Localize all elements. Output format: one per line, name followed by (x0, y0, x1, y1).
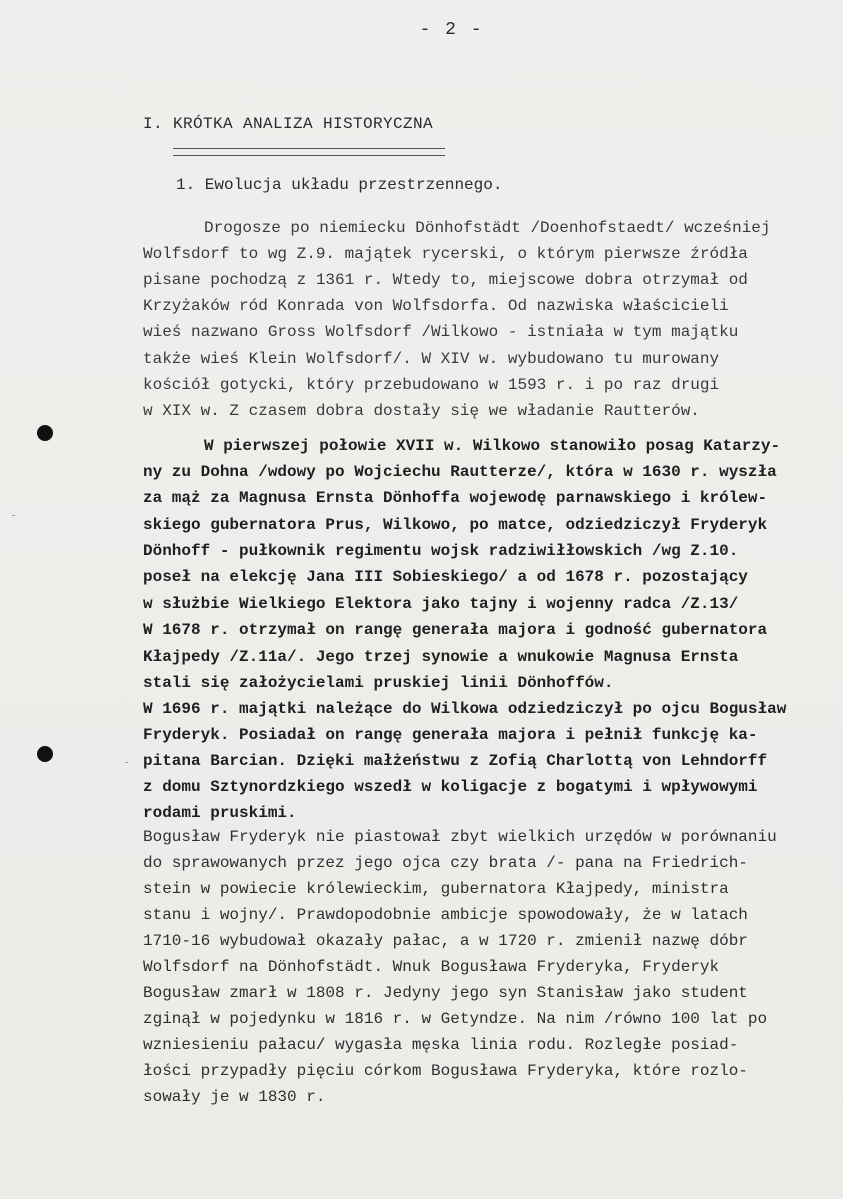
paragraph-1-line: wieś nazwano Gross Wolfsdorf /Wilkowo - istniała w tym majątku (143, 323, 739, 341)
paragraph-4-line: stein w powiecie królewieckim, gubernatora Kłajpedy, ministra (143, 880, 729, 898)
paragraph-4-line: sowały je w 1830 r. (143, 1088, 326, 1106)
paragraph-4-line: Wolfsdorf na Dönhofstädt. Wnuk Bogusława Fryderyka, Fryderyk (143, 958, 720, 976)
paragraph-1-line: Wolfsdorf to wg Z.9. majątek rycerski, o którym pierwsze źródła (143, 245, 748, 263)
paragraph-1-line: Krzyżaków ród Konrada von Wolfsdorfa. Od nazwiska właścicieli (143, 297, 729, 315)
paragraph-4-line: wzniesieniu pałacu/ wygasła męska linia rodu. Rozległe posiad- (143, 1036, 739, 1054)
paragraph-4-line: do sprawowanych przez jego ojca czy brata /- pana na Friedrich- (143, 854, 748, 872)
paragraph-3-line: Fryderyk. Posiadał on rangę generała majora i pełnił funkcję ka- (143, 726, 758, 744)
paragraph-2-line: za mąż za Magnusa Ernsta Dönhoffa wojewodę parnawskiego i królew- (143, 489, 768, 507)
paragraph-4-line: 1710-16 wybudował okazały pałac, a w 1720 r. zmienił nazwę dóbr (143, 932, 748, 950)
paragraph-2-line: w służbie Wielkiego Elektora jako tajny i wojenny radca /Z.13/ (143, 595, 739, 613)
scan-speck (12, 515, 15, 516)
paragraph-2-line: ny zu Dohna /wdowy po Wojciechu Rautterze/, która w 1630 r. wyszła (143, 463, 777, 481)
paragraph-4-line: Bogusław Fryderyk nie piastował zbyt wielkich urzędów w porównaniu (143, 828, 777, 846)
paragraph-2-line: Dönhoff - pułkownik regimentu wojsk radziwiłłowskich /wg Z.10. (143, 542, 739, 560)
paragraph-2-line: W 1678 r. otrzymał on rangę generała majora i godność gubernatora (143, 621, 768, 639)
paragraph-1-line: Drogosze po niemiecku Dönhofstädt /Doenhofstaedt/ wcześniej (204, 219, 771, 237)
scan-speck (125, 762, 128, 763)
paragraph-2-line: poseł na elekcję Jana III Sobieskiego/ a od 1678 r. pozostający (143, 568, 748, 586)
paragraph-1-line: pisane pochodzą z 1361 r. Wtedy to, miejscowe dobra otrzymał od (143, 271, 748, 289)
heading-double-underline (173, 148, 445, 156)
section-heading: I. KRÓTKA ANALIZA HISTORYCZNA (143, 115, 434, 133)
paragraph-3-line: W 1696 r. majątki należące do Wilkowa odziedziczył po ojcu Bogusław (143, 700, 787, 718)
paragraph-4-line: zginął w pojedynku w 1816 r. w Getyndze. Na nim /równo 100 lat po (143, 1010, 768, 1028)
page-number: - 2 - (419, 20, 484, 40)
paragraph-1-line: kościół gotycki, który przebudowano w 1593 r. i po raz drugi (143, 376, 720, 394)
punch-hole-icon (37, 425, 53, 441)
paragraph-2-line: W pierwszej połowie XVII w. Wilkowo stanowiło posag Katarzy- (204, 437, 781, 455)
paragraph-3-line: rodami pruskimi. (143, 804, 297, 822)
paragraph-2-line: Kłajpedy /Z.11a/. Jego trzej synowie a wnukowie Magnusa Ernsta (143, 648, 739, 666)
paragraph-3-line: z domu Sztynordzkiego wszedł w koligacje z bogatymi i wpływowymi (143, 778, 758, 796)
punch-hole-icon (37, 746, 53, 762)
paragraph-2-line: stali się założycielami pruskiej linii Dönhoffów. (143, 674, 614, 692)
paragraph-3-line: pitana Barcian. Dzięki małżeństwu z Zofią Charlottą von Lehndorff (143, 752, 768, 770)
paragraph-2-line: skiego gubernatora Prus, Wilkowo, po matce, odziedziczył Fryderyk (143, 516, 768, 534)
paragraph-4-line: łości przypadły pięciu córkom Bogusława Fryderyka, które rozlo- (143, 1062, 748, 1080)
paragraph-4-line: stanu i wojny/. Prawdopodobnie ambicje spowodowały, że w latach (143, 906, 748, 924)
paragraph-1-line: w XIX w. Z czasem dobra dostały się we władanie Rautterów. (143, 402, 700, 420)
paragraph-1-line: także wieś Klein Wolfsdorf/. W XIV w. wybudowano tu murowany (143, 350, 720, 368)
subsection-heading: 1. Ewolucja układu przestrzennego. (176, 176, 503, 194)
paragraph-4-line: Bogusław zmarł w 1808 r. Jedyny jego syn Stanisław jako student (143, 984, 748, 1002)
